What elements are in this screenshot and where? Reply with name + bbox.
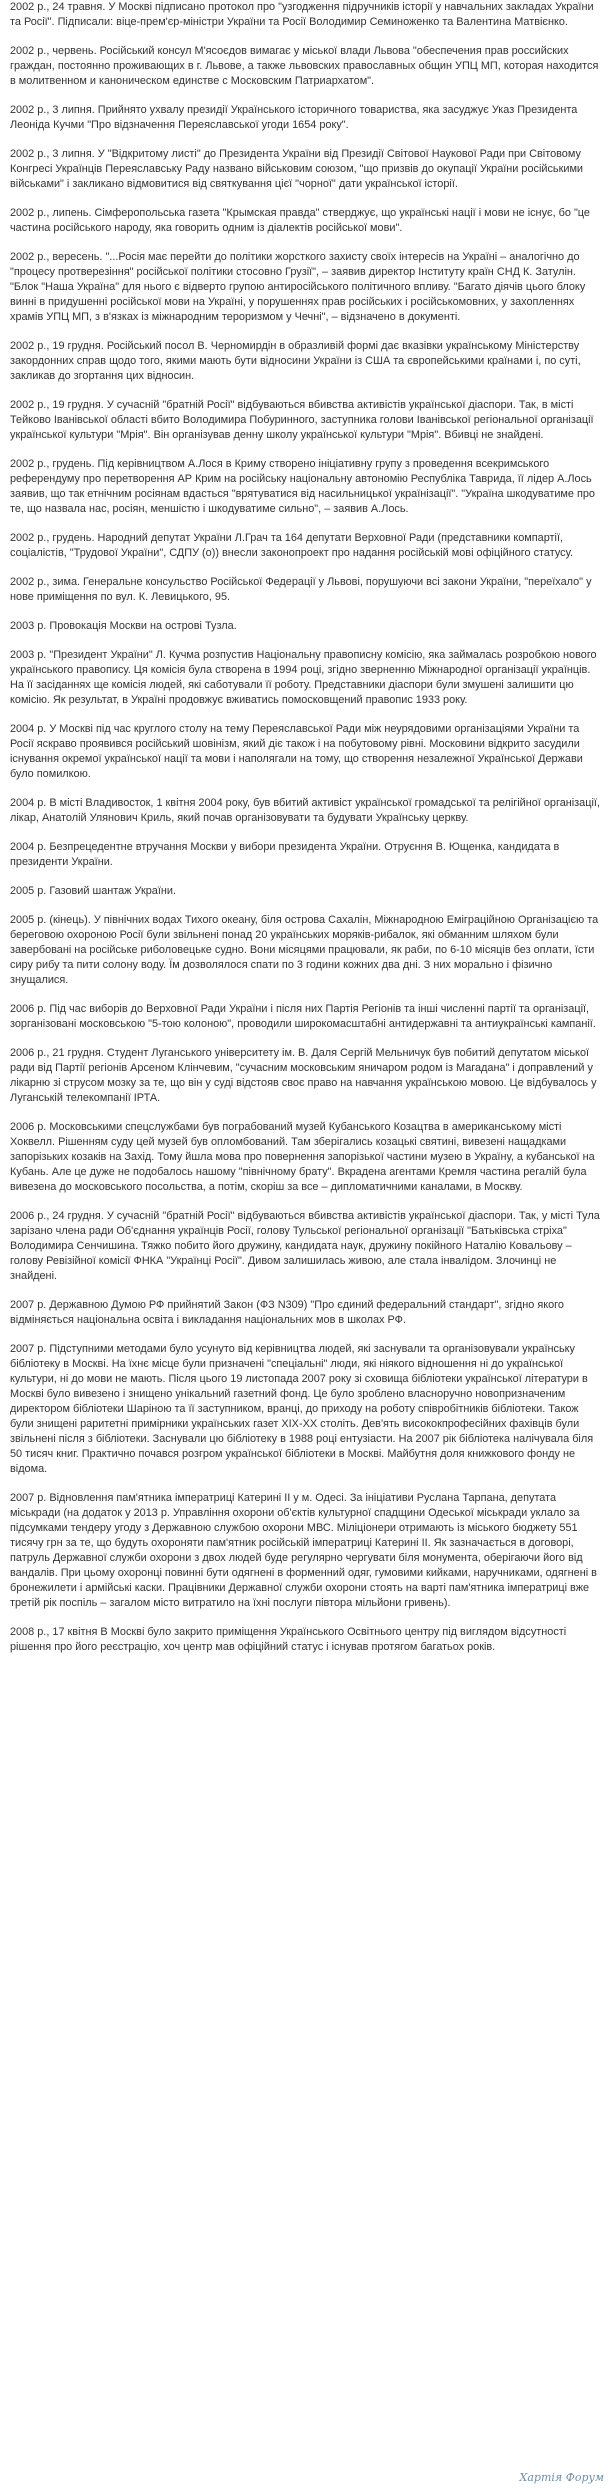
chronicle-entry: 2002 р., 3 липня. У "Відкритому листі" до Президента України від Президії Світової Наукової Ради при Світовому Конгресі Українців Переяславську Раду названо військовим союзом, "що призвів до окупації України російськими військами" і закликано відмовитися від святкування цієї "чорної" дати української історії. (10, 148, 584, 190)
chronicle-entry: 2002 р., зима. Генеральне консульство Російської Федерації у Львові, порушуючи всі закони України, "переїхало" у нове приміщення по вул. К. Левицького, 95. (10, 576, 592, 603)
chronicle-entry: 2004 р. В місті Владивосток, 1 квітня 2004 року, був вбитий активіст української громадської та релігійної організації, лікар, Анатолій Улянович Криль, який почав організовувати та будувати Українську церкву. (10, 797, 600, 824)
forum-watermark: Хартія Форум (519, 2471, 604, 2484)
chronicle-entry: 2003 р. "Президент України" Л. Кучма розпустив Національну правописну комісію, яка займалась розробкою нового українського правопису. Ця комісія була створена в 1994 році, згідно зверненню Міжнародної організації українців. На її засіданнях ще комісія людей, які саботували її роботу. Представники діаспори були змушені залишити цю комісію. Як результат, в Україні продовжує вживатись помосковщений правопис 1933 року. (10, 649, 597, 706)
chronicle-entry: 2002 р., 19 грудня. У сучасній "братній Росії" відбуваються вбивства активістів української діаспори. Так, в місті Тейково Іванівської області вбито Володимира Побуринного, заступника голови Іванівської регіональної організації української культури "Мрія". Він організував денну школу української культури "Мрія". Вбивці не знайдені. (10, 399, 594, 441)
chronicle-entry: 2002 р., 19 грудня. Російський посол В. Черномирдін в образливій формі дає вказівки українському Міністерству закордонних справ щодо того, якими мають бути відносини України із США та європейськими країнами і, по суті, закликав до згортання цих відносин. (10, 340, 581, 382)
chronicle-entry: 2007 р. Відновлення пам'ятника імператриці Катерині ІІ у м. Одесі. За ініціативи Руслана Тарпана, депутата міськради (на додаток у 2013 р. Управління охорони об'єктів культурної спадщини Одеської міськради уклало за підсумками тендеру угоду з Державною службою охорони МВС. Міліціонери отримають із міського бюджету 551 тисячу грн за те, що будуть охороняти пам'ятник російській імператриці Катерині ІІ. Як зазначається в договорі, патруль Державної служби охорони з двох людей буде регулярно чергувати біля монумента, оберігаючи його від вандалів. При цьому охоронці повинні бути одягнені в форменний одяг, гумовими кийками, наручниками, одягнені в бронежилети і армійські каски. Працівники Державної служби охорони стоять на варті пам'ятника імператриці вже третій рік поспіль – загалом місто витратило на їхні послуги півтора мільйони гривень). (10, 1492, 597, 1609)
chronicle-entry: 2002 р., липень. Сімферопольська газета "Крымская правда" стверджує, що українські нації і мови не існує, бо "це частина російського народу, яка говорить одним із діалектів російської мови". (10, 207, 590, 234)
chronicle-entry: 2002 р., грудень. Народний депутат України Л.Грач та 164 депутати Верховної Ради (представники компартії, соціалістів, "Трудової України", СДПУ (о)) внесли законопроект про надання російській мові офіційного статусу. (10, 532, 573, 559)
chronicle-entry: 2006 р. Під час виборів до Верховної Ради України і після них Партія Регіонів та інші численні партії та організації, зорганізовані московською "5-тою колоною", проводили широкомасштабні антидержавні та антиукраїнські кампанії. (10, 1003, 596, 1030)
chronicle-entry: 2006 р., 24 грудня. У сучасній "братній Росії" відбуваються вбивства активістів української діаспори. Так, у місті Тула зарізано члена ради Об'єднання українців Росії, голову Тульської регіональної організації "Батьківська стріха" Володимира Сенчишина. Тяжко побито його дружину, кандидата наук, дружину покійного Наталію Ковальову – голову Ревізійної комісії ФНКА "Українці Росії". Дивом залишилась живою, але стала інвалідом. Злочинці не знайдені. (10, 1210, 600, 1282)
chronicle-entry: 2004 р. Безпрецедентне втручання Москви у вибори президента України. Отруєння В. Ющенка, кандидата в президенти України. (10, 841, 560, 868)
chronicle-entry: 2007 р. Підступними методами було усунуто від керівництва людей, які заснували та організовували українську бібліотеку в Москві. На їхнє місце були призначені "спеціальні" люди, які ніякого відношення ні до української культури, ні до мови не мають. Після цього 19 листопада 2007 року зі сховища бібліотеки української літератури в Москві було вивезено і знищено унікальний газетний фонд. Це було зроблено власноручно новопризначеним директором бібліотеки Шаріною та її заступником, вранці, до приходу на роботу співробітників бібліотеки. Також були знищені раритетні примірники українських газет XIX-XX століть. Дев'ять висококпрофесійних фахівців були звільнені після з бібліотеки. Заснували цю бібліотеку в 1988 році ентузіасти. На 2007 рік бібліотека налічувала біля 50 тисяч книг. Практично почався розгром української бібліотеки в Москві. Майбутня доля книжкового фонду не відома. (10, 1343, 594, 1475)
chronicle-entry: 2002 р., грудень. Під керівництвом А.Лося в Криму створено ініціативну групу з проведення всекримського референдуму про перетворення АР Крим на російську національну автономію Республіка Таврида, її лідер А.Лось заявив, що так етнічним росіянам вдасться "врятуватися від насильницької українізації". "Україна шкодуватиме про те, що назвала нас, росіян, меншістю і шкодуватиме сильно", – заявив А.Лось. (10, 458, 595, 515)
chronicle-entry: 2002 р., 3 липня. Прийнято ухвалу президії Українського історичного товариства, яка засуджує Указ Президента Леоніда Кучми "Про відзначення Переяславської угоди 1654 року". (10, 104, 578, 131)
chronicle-entry: 2004 р. У Москві під час круглого столу на тему Переяславської Ради між неурядовими організаціями України та Росії яскраво проявився російський шовінізм, який діє також і на побутовому рівні. Московини відкрито засудили існування окремої української нації та мови і наполягали на тому, що створення незалежної Української Держави було помилкою. (10, 723, 583, 780)
chronicle-entry: 2008 р., 17 квітня В Москві було закрито приміщення Українського Освітнього центру під виглядом відсутності рішення про його реєстрацію, хоч центр мав офіційний статус і існував протягом багатьох років. (10, 1626, 567, 1653)
chronicle-entry: 2003 р. Провокація Москви на острові Тузла. (10, 620, 237, 632)
chronicle-entry: 2006 р. Московськими спецслужбами був пограбований музей Кубанського Козацтва в американському місті Хоквелл. Рішенням суду цей музей був опломбований. Там зберігались козацькі святині, вивезені нащадками запорізьких козаків на Захід. Тому йшла мова про повернення запорізької частини музею в Україну, а кубанської на Кубань. Але це дуже не подобалось нашому "північному брату". Вкрадена агентами Кремля частина регалій була вивезена до московського посольства, а потім, скоріш за все – дипломатичними каналами, в Москву. (10, 1121, 595, 1193)
chronicle-entry: 2002 р., 24 травня. У Москві підписано протокол про "узгодження підручників історії у навчальних закладах України та Росії". Підписали: віце-прем'єр-міністри України та Росії Володимир Семиноженко та Валентина Матвієнко. (10, 1, 594, 28)
chronicle-entry: 2006 р., 21 грудня. Студент Луганського університету ім. В. Даля Сергій Мельничук був побитий депутатом міської ради від Партії регіонів Арсеном Клінчевим, "сучасним московським яничаром родом із Магадана" і доправлений у лікарню зі струсом мозку за те, що він у суді відстояв своє право на навчання українською мовою. Це відбувалось у Луганській телекомпанії ІРТА. (10, 1047, 597, 1104)
chronicle-entry: 2005 р. (кінець). У північних водах Тихого океану, біля острова Сахалін, Міжнародною Еміграційною Організацією та береговою охороною Росії були звільнені понад 20 українських моряків-рибалок, які обманним шляхом були завербовані на російське риболовецьке судно. Вони місяцями працювали, як раби, по 6-10 місяців без оплати, їсти сиру рибу та пити солону воду. Їм дозволялося спати по 3 години кожних два дні. З них морально і фізично знущалися. (10, 914, 599, 986)
chronicle-entry: 2002 р., вересень. "...Росія має перейти до політики жорсткого захисту своїх інтересів на Україні – аналогічно до "процесу протверезіння" російської політики стосовно Грузії", – заявив директор Інституту країн СНД К. Затулін. "Блок "Наша Україна" для нього є відверто групою антиросійського політичного впливу. "Багато діячів цього блоку винні в придушенні російської мови на Україні, у порушеннях прав російських і російськомовних, у захопленнях храмів УПЦ МП, з в'язках із міжнародним тероризмом у Чечні", – відзначено в документі. (10, 251, 586, 323)
chronicle-entry: 2007 р. Державною Думою РФ прийнятий Закон (ФЗ N309) "Про єдиний федеральний стандарт", згідно якого відміняється національна освіта і викладання національних мов в школах РФ. (10, 1299, 564, 1326)
chronicle-entry: 2002 р., червень. Російський консул М'ясоєдов вимагає у міської влади Львова "обеспечения прав российских граждан, постоянно проживающих в г. Львове, а также львовских православных общин УПЦ МП, которая находится в молитвенном и каноническом единстве с Московским Патриархатом". (10, 45, 599, 87)
chronicle-entry: 2005 р. Газовий шантаж України. (10, 885, 176, 897)
